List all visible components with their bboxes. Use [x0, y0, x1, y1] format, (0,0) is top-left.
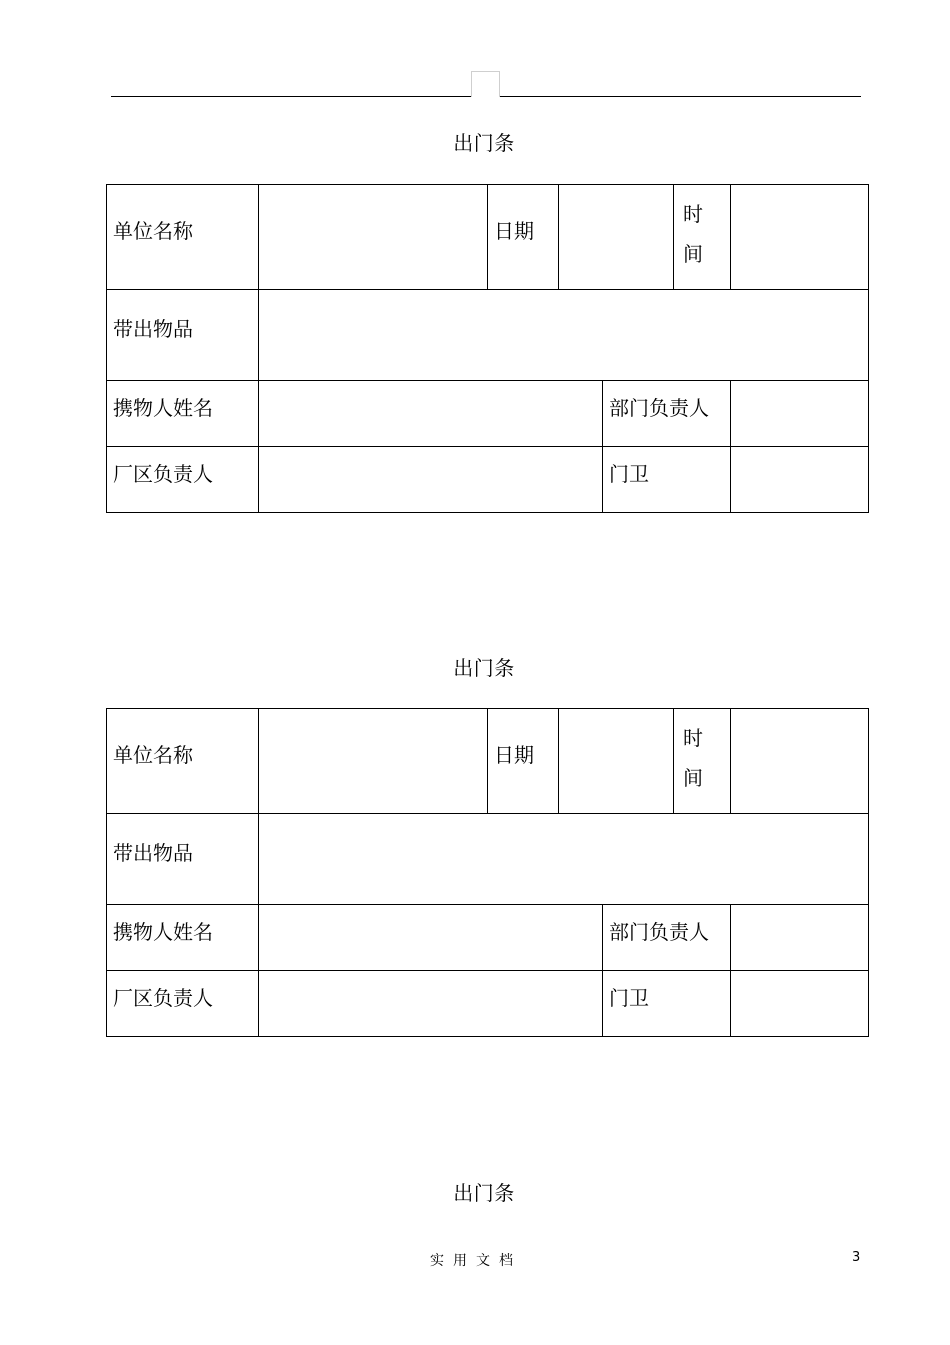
plant-head-field[interactable]	[259, 971, 603, 1037]
carrier-name-label: 携物人姓名	[107, 905, 259, 971]
plant-head-label: 厂区负责人	[107, 971, 259, 1037]
carrier-name-field[interactable]	[259, 905, 603, 971]
dept-head-field[interactable]	[731, 381, 869, 447]
form-title: 出门条	[453, 656, 515, 680]
plant-head-label: 厂区负责人	[107, 447, 259, 513]
date-field[interactable]	[559, 185, 674, 290]
date-field[interactable]	[559, 709, 674, 814]
exit-pass-form	[106, 708, 869, 1037]
unit-name-label: 单位名称	[107, 709, 259, 814]
time-label-bottom: 间	[683, 766, 703, 790]
items-field[interactable]	[259, 814, 869, 905]
form-title: 出门条	[453, 131, 515, 155]
items-field[interactable]	[259, 290, 869, 381]
dept-head-label: 部门负责人	[603, 381, 731, 447]
page-number: 3	[852, 1250, 861, 1265]
guard-field[interactable]	[731, 971, 869, 1037]
items-label: 带出物品	[107, 814, 259, 905]
time-label-top: 时	[683, 202, 703, 226]
unit-name-label: 单位名称	[107, 185, 259, 290]
date-label: 日期	[488, 185, 559, 290]
date-label: 日期	[488, 709, 559, 814]
time-label	[674, 709, 731, 814]
guard-label: 门卫	[603, 447, 731, 513]
time-label-bottom: 间	[683, 242, 703, 266]
time-label	[674, 185, 731, 290]
exit-pass-form	[106, 184, 869, 513]
time-label-top: 时	[683, 726, 703, 750]
carrier-name-label: 携物人姓名	[107, 381, 259, 447]
dept-head-label: 部门负责人	[603, 905, 731, 971]
footer-label: 实用文档	[430, 1253, 522, 1269]
time-field[interactable]	[731, 709, 869, 814]
items-label: 带出物品	[107, 290, 259, 381]
form-title: 出门条	[453, 1181, 515, 1205]
dept-head-field[interactable]	[731, 905, 869, 971]
guard-label: 门卫	[603, 971, 731, 1037]
time-field[interactable]	[731, 185, 869, 290]
plant-head-field[interactable]	[259, 447, 603, 513]
guard-field[interactable]	[731, 447, 869, 513]
header-tab	[471, 71, 500, 97]
unit-name-field[interactable]	[259, 709, 488, 814]
carrier-name-field[interactable]	[259, 381, 603, 447]
unit-name-field[interactable]	[259, 185, 488, 290]
